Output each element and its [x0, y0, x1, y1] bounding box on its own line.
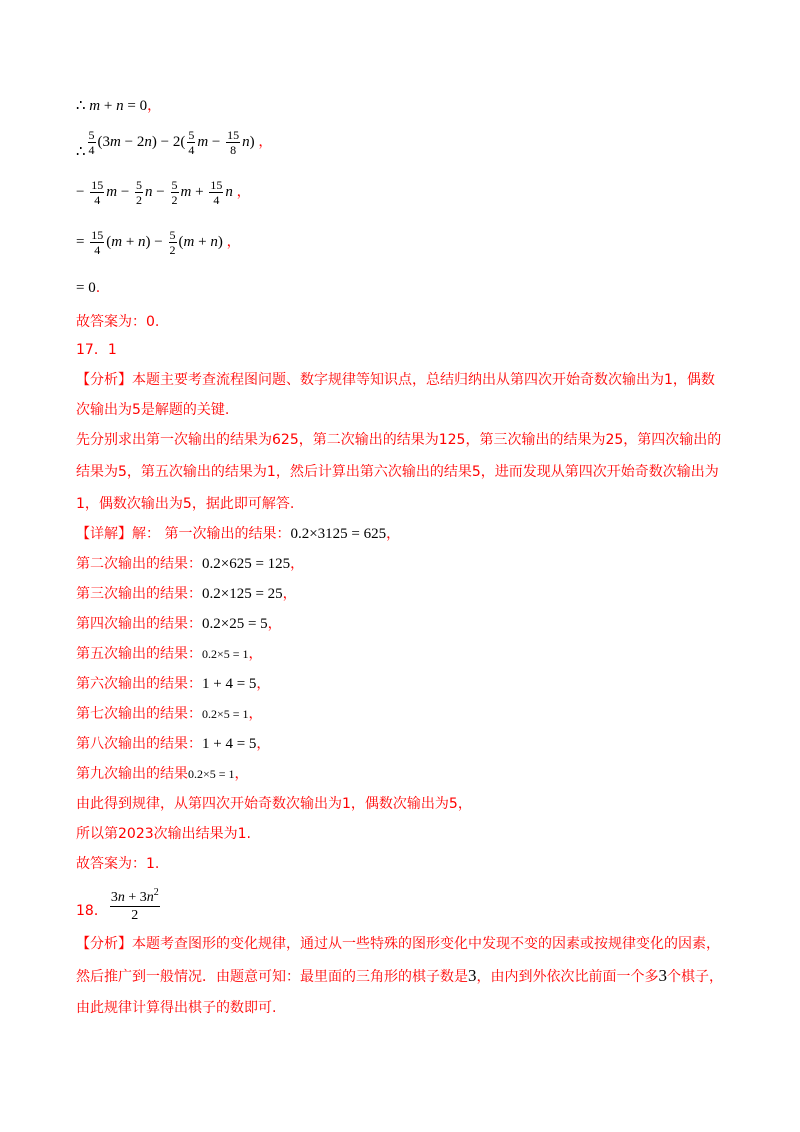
solution-line-5: = 0.	[76, 280, 101, 296]
q17-step-4: 第四次输出的结果：0.2×25 = 5，	[76, 616, 282, 632]
q17-step-5: 第五次输出的结果：0.2×5 = 1，	[76, 646, 263, 662]
answer-17: 故答案为：1.	[76, 856, 160, 872]
q17-analysis-line-4: 结果为5，第五次输出的结果为1，然后计算出第六次输出的结果5，进而发现从第四次开始奇数次输出为	[76, 464, 719, 480]
q17-step-3: 第三次输出的结果：0.2×125 = 25，	[76, 586, 297, 602]
math-expression-substitution: ∴ $\frac{5}{4}$ (3m − 2n) − 2( $\frac{5}{4}$ m − $\frac{15}{8}$ n)	[76, 128, 259, 160]
q18-analysis-line-3: 由此规律计算得出棋子的数即可.	[76, 1000, 277, 1016]
q17-step-2: 第二次输出的结果：0.2×625 = 125，	[76, 556, 305, 572]
solution-line-1: ∴ m + n = 0，	[76, 98, 162, 114]
q17-analysis-line-5: 1，偶数次输出为5，据此即可解答.	[76, 496, 295, 512]
q17-analysis-line-2: 次输出为5是解题的关键.	[76, 402, 230, 418]
q17-step-9: 第九次输出的结果0.2×5 = 1，	[76, 766, 249, 782]
answer-16: 故答案为：0.	[76, 314, 160, 330]
q17-step-6: 第六次输出的结果：1 + 4 = 5，	[76, 676, 271, 692]
math-answer-18: $\frac{3n + 3n^2}{2}$	[110, 887, 159, 923]
q18-analysis-line-2: 然后推广到一般情况．由题意可知：最里面的三角形的棋子数是3，由内到外依次比前面一个多3个棋子，	[76, 966, 723, 985]
math-expanded-expression: − $\frac{15}{4}$ m − $\frac{5}{2}$ n − $\frac{5}{2}$ m + $\frac{15}{4}$ n	[76, 178, 233, 207]
math-equals-zero: = 0	[76, 280, 96, 296]
math-m-plus-n-zero: ∴ m + n = 0	[76, 98, 148, 114]
question-18-number: 18． $\frac{3n + 3n^2}{2}$	[76, 884, 162, 924]
q17-step-8: 第八次输出的结果：1 + 4 = 5，	[76, 736, 271, 752]
q17-step-1: 【详解】解： 第一次输出的结果：0.2×3125 = 625，	[76, 526, 401, 542]
math-factored-expression: = $\frac{15}{4}$ (m + n) − $\frac{5}{2}$ (m + n)	[76, 228, 227, 257]
q17-analysis-line-1: 【分析】本题主要考查流程图问题、数字规律等知识点，总结归纳出从第四次开始奇数次输出为1，偶数	[76, 372, 715, 388]
q17-step-7: 第七次输出的结果：0.2×5 = 1，	[76, 706, 263, 722]
solution-line-3: − $\frac{15}{4}$ m − $\frac{5}{2}$ n − $\frac{5}{2}$ m + $\frac{15}{4}$ n ，	[76, 178, 251, 207]
q17-conclusion: 所以第2023次输出结果为1.	[76, 826, 251, 842]
solution-line-4: = $\frac{15}{4}$ (m + n) − $\frac{5}{2}$ (m + n) ，	[76, 228, 241, 257]
solution-line-2: ∴ $\frac{5}{4}$ (3m − 2n) − 2( $\frac{5}{4}$ m − $\frac{15}{8}$ n) ，	[76, 128, 273, 160]
q18-analysis-line-1: 【分析】本题考查图形的变化规律，通过从一些特殊的图形变化中发现不变的因素或按规律变化的因素，	[76, 936, 720, 952]
q17-rule: 由此得到规律，从第四次开始奇数次输出为1，偶数次输出为5，	[76, 796, 472, 812]
question-17-number: 17．1	[76, 342, 117, 358]
q17-analysis-line-3: 先分别求出第一次输出的结果为625，第二次输出的结果为125，第三次输出的结果为25，第四次输出的	[76, 432, 722, 448]
